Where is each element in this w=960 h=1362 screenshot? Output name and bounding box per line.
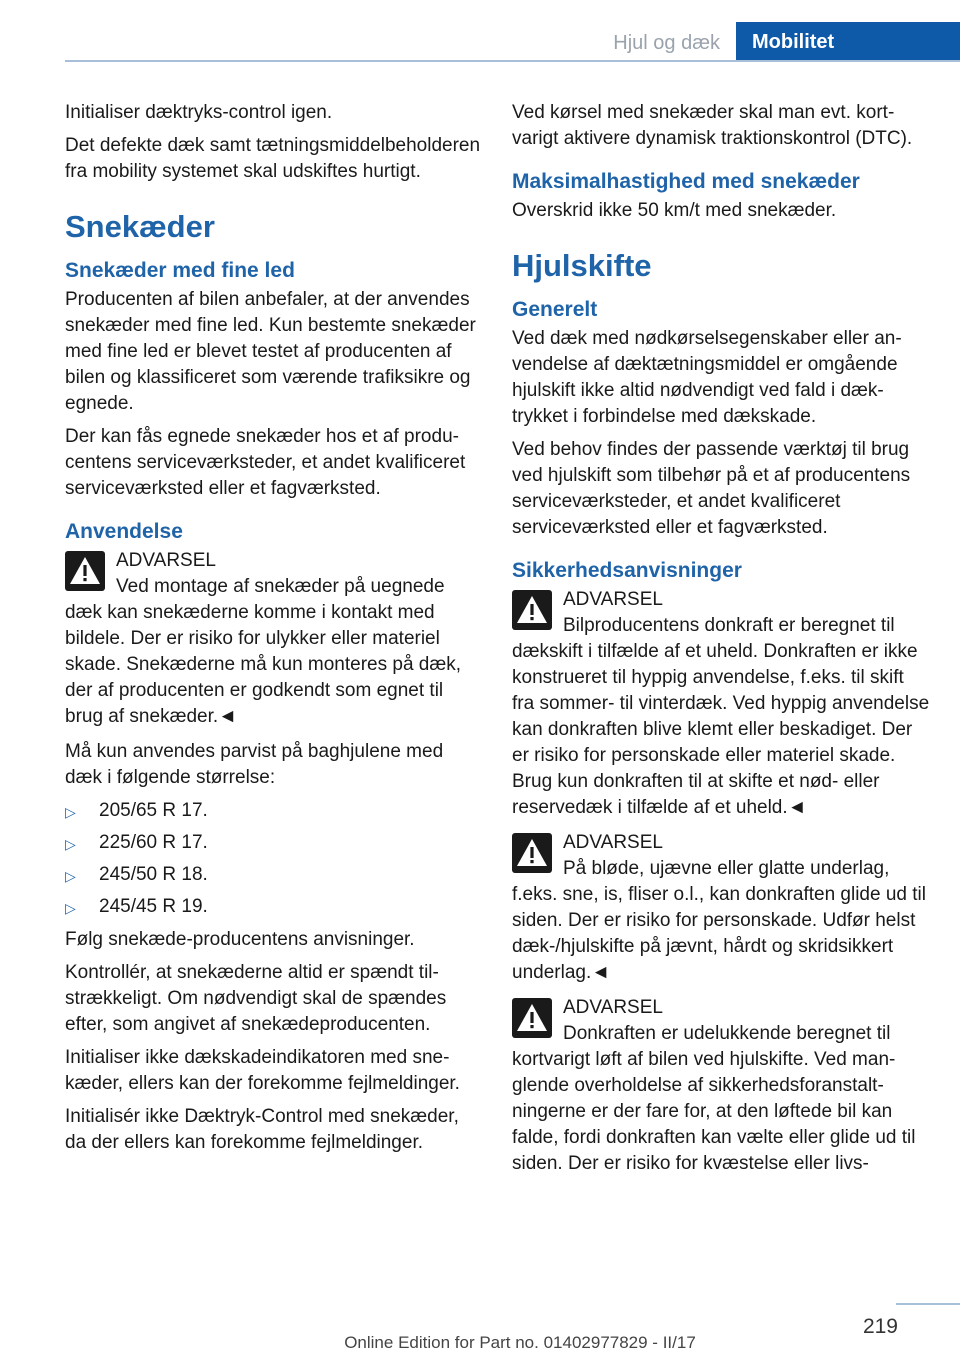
paragraph: Initialiser ikke dækskadeindikatoren med snekæder, ellers kan der forekomme fejlmeldinger.	[65, 1047, 460, 1094]
right-column	[512, 100, 930, 1186]
warning-label: ADVARSEL	[563, 832, 663, 853]
list-item-text: 245/45 R 19.	[99, 896, 208, 917]
tire-size-list	[65, 798, 483, 921]
warning-text: kortvarigt løft af bilen ved hjulskifte. Ved manglende overholdelse af sikkerhedsforanstaltningerne er der fare for, at den løftede bil kan falde, fordi donkraften kan vælte eller glide ud til siden. Der er risiko for kvæstelse eller livs-	[512, 1049, 916, 1174]
heading-sikkerhedsanvisninger: Sikkerhedsanvisninger	[512, 559, 742, 582]
chapter-tab[interactable]: Mobilitet	[736, 22, 960, 62]
warning-triangle-icon	[512, 590, 552, 630]
warning-label: ADVARSEL	[116, 550, 216, 571]
paragraph: Følg snekæde-producentens anvisninger.	[65, 929, 415, 950]
warning-text-first-line: På bløde, ujævne eller glatte underlag,	[563, 858, 890, 879]
section-tab[interactable]: Hjul og dæk	[613, 32, 720, 54]
warning-label: ADVARSEL	[563, 589, 663, 610]
paragraph: Overskrid ikke 50 km/t med snekæder.	[512, 200, 837, 221]
list-item-text: 245/50 R 18.	[99, 864, 208, 885]
paragraph: Kontrollér, at snekæderne altid er spændt tilstrækkeligt. Om nødvendigt skal de spændes efter, som angivet af snekædeproducenten.	[65, 962, 447, 1035]
triangle-bullet-icon: ▷	[65, 836, 76, 852]
warning-box	[512, 830, 930, 986]
heading-maksimalhastighed: Maksimalhastighed med snekæder	[512, 170, 860, 193]
list-item-text: 205/65 R 17.	[99, 800, 208, 821]
list-item	[65, 862, 483, 889]
list-item	[65, 798, 483, 825]
warning-text-first-line: Bilproducentens donkraft er beregnet til	[563, 615, 895, 636]
warning-text-first-line: Ved montage af snekæder på uegnede	[116, 576, 445, 597]
heading-fine-led: Snekæder med fine led	[65, 259, 295, 282]
paragraph: Det defekte dæk samt tætningsmiddelbeholderen fra mobility systemet skal udskiftes hurtigt.	[65, 135, 481, 182]
warning-text: dæk kan snekæderne komme i kontakt med bildele. Der er risiko for ulykker eller materiel skade. Snekæderne må kun monteres på dæk, der af producenten er godkendt som egnet til brug af snekæder.◄	[65, 602, 462, 727]
triangle-bullet-icon: ▷	[65, 868, 76, 884]
heading-hjulskifte: Hjulskifte	[512, 248, 652, 283]
paragraph: Må kun anvendes parvist på baghjulene med dæk i følgende størrelse:	[65, 741, 444, 788]
heading-anvendelse: Anvendelse	[65, 520, 183, 543]
left-column	[65, 100, 483, 1163]
list-item	[65, 894, 483, 921]
paragraph: Ved dæk med nødkørselsegenskaber eller anvendelse af dæktætningsmiddel er omgående hjulskift ikke altid nødvendigt ved fald i dæktrykket i forbindelse med dækskade.	[512, 328, 902, 427]
warning-box	[65, 548, 483, 730]
paragraph: Initialiser dæktryks-control igen.	[65, 102, 333, 123]
paragraph: Ved behov findes der passende værktøj til brug ved hjulskift som tilbehør på et af producentens serviceværksteder, et andet kvalificeret serviceværksted eller et fagværksted.	[512, 439, 911, 538]
triangle-bullet-icon: ▷	[65, 804, 76, 820]
paragraph: Initialisér ikke Dæktryk-Control med snekæder, da der ellers kan forekomme fejlmeldinger.	[65, 1106, 459, 1153]
warning-text: dækskift i tilfælde af et uheld. Donkraften er ikke konstrueret til hyppig anvendelse, f.eks. til skift fra sommer- til vinterdæk. Ved hyppig anvendelse kan donkraften blive klemt eller beskadiget. Der er risiko for personskade eller materiel skade. Brug kun donkraften til at skifte et nød- eller reservedæk i tilfælde af et uheld.◄	[512, 641, 930, 818]
footer-rule	[896, 1303, 960, 1305]
warning-triangle-icon	[512, 998, 552, 1038]
warning-text: f.eks. sne, is, fliser o.l., kan donkraften glide ud til siden. Der er risiko for personskade. Udfør helst dæk-/hjulskifte på jævnt, hårdt og skridsikkert underlag.◄	[512, 884, 926, 983]
paragraph: Der kan fås egnede snekæder hos et af producentens serviceværksteder, et andet kvalificeret serviceværksted eller et fagværksted.	[65, 426, 466, 499]
warning-box	[512, 995, 930, 1177]
paragraph: Ved kørsel med snekæder skal man evt. kortvarigt aktivere dynamisk traktionskontrol (DTC).	[512, 102, 913, 149]
page-header	[65, 22, 960, 62]
page-number: 219	[862, 1315, 898, 1338]
list-item-text: 225/60 R 17.	[99, 832, 208, 853]
edition-footer: Online Edition for Part no. 01402977829 - II/17	[344, 1333, 696, 1352]
header-rule	[65, 60, 960, 62]
warning-triangle-icon	[65, 551, 105, 591]
warning-box	[512, 587, 930, 821]
list-item	[65, 830, 483, 857]
paragraph: Producenten af bilen anbefaler, at der anvendes snekæder med fine led. Kun bestemte snekæder med fine led er blevet testet af producenten af bilen og klassificeret som værende trafiksikre og egnede.	[65, 289, 476, 414]
heading-snekaeder: Snekæder	[65, 209, 215, 244]
triangle-bullet-icon: ▷	[65, 900, 76, 916]
heading-generelt: Generelt	[512, 298, 598, 321]
warning-text-first-line: Donkraften er udelukkende beregnet til	[563, 1023, 891, 1044]
warning-label: ADVARSEL	[563, 997, 663, 1018]
warning-triangle-icon	[512, 833, 552, 873]
